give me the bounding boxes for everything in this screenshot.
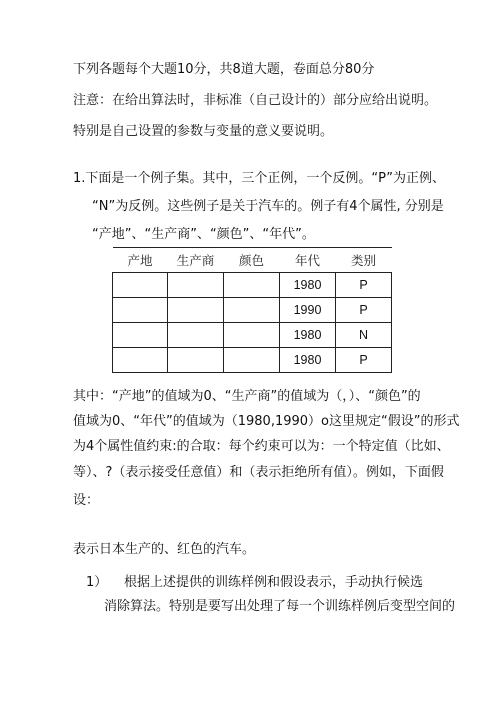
- explanation-line-1: 其中：“产地”的值域为0、“生产商”的值域为（，）、“颜色”的: [73, 389, 421, 404]
- subquestion-line-2: 消除算法。特别是要写出处理了每一个训练样例后变型空间的: [104, 599, 456, 614]
- table-cell: 1980: [280, 348, 336, 373]
- column-header-manufacturer: 生产商: [168, 248, 224, 273]
- question-1-line-3: “产地”、“生产商”、“颜色”、“年代”。: [92, 227, 315, 242]
- explanation-line-2: 值域为0、“年代”的值域为（1980,1990）o这里规定“假设”的形式: [73, 414, 460, 429]
- explanation-line-3: 为4个属性值约束:的合取：每个约束可以为：一个特定值（比如、: [73, 439, 450, 454]
- table-row: [113, 298, 392, 323]
- table-cell: 1980: [280, 273, 336, 298]
- table-cell: N: [336, 323, 392, 348]
- table-cell: [168, 323, 224, 348]
- table-cell: P: [336, 348, 392, 373]
- table-cell: [113, 298, 168, 323]
- example-set-table: [112, 247, 392, 373]
- table-cell: [168, 298, 224, 323]
- table-cell: 1980: [280, 323, 336, 348]
- explanation-line-4: 等）、?（表示接受任意值）和（表示拒绝所有值）。例如，下面假: [73, 465, 444, 480]
- table-cell: [224, 273, 280, 298]
- subquestion-line-1: 根据上述提供的训练样例和假设表示，手动执行候选: [124, 575, 424, 590]
- table-cell: [168, 273, 224, 298]
- table-cell: [113, 348, 168, 373]
- column-header-class: 类别: [336, 248, 392, 273]
- subquestion-number: 1）: [86, 575, 108, 590]
- question-1-line-1: 1.下面是一个例子集。其中，三个正例，一个反例。“P”为正例、: [73, 171, 445, 186]
- column-header-year: 年代: [280, 248, 336, 273]
- table-header-row: [113, 248, 392, 273]
- table-row: [113, 323, 392, 348]
- table-row: [113, 273, 392, 298]
- table-cell: [113, 273, 168, 298]
- table-cell: P: [336, 298, 392, 323]
- exam-instructions-note: 注意：在给出算法时，非标准（自己设计的）部分应给出说明。: [73, 93, 438, 108]
- exam-instructions-scoring: 下列各题每个大题10分，共8道大题，卷面总分80分: [73, 62, 375, 77]
- column-header-color: 颜色: [224, 248, 280, 273]
- table-cell: P: [336, 273, 392, 298]
- table-row: [113, 348, 392, 373]
- table-cell: [224, 323, 280, 348]
- exam-instructions-params: 特别是自己设置的参数与变量的意义要说明。: [73, 124, 334, 139]
- column-header-origin: 产地: [113, 248, 168, 273]
- table-cell: [168, 348, 224, 373]
- table-cell: 1990: [280, 298, 336, 323]
- table-cell: [224, 348, 280, 373]
- question-1-line-2: “N”为反例。这些例子是关于汽车的。例子有4个属性, 分别是: [92, 199, 444, 214]
- explanation-line-5: 设：: [73, 493, 100, 508]
- example-hypothesis-text: 表示日本生产的、红色的汽车。: [73, 542, 256, 557]
- table-cell: [224, 298, 280, 323]
- table-cell: [113, 323, 168, 348]
